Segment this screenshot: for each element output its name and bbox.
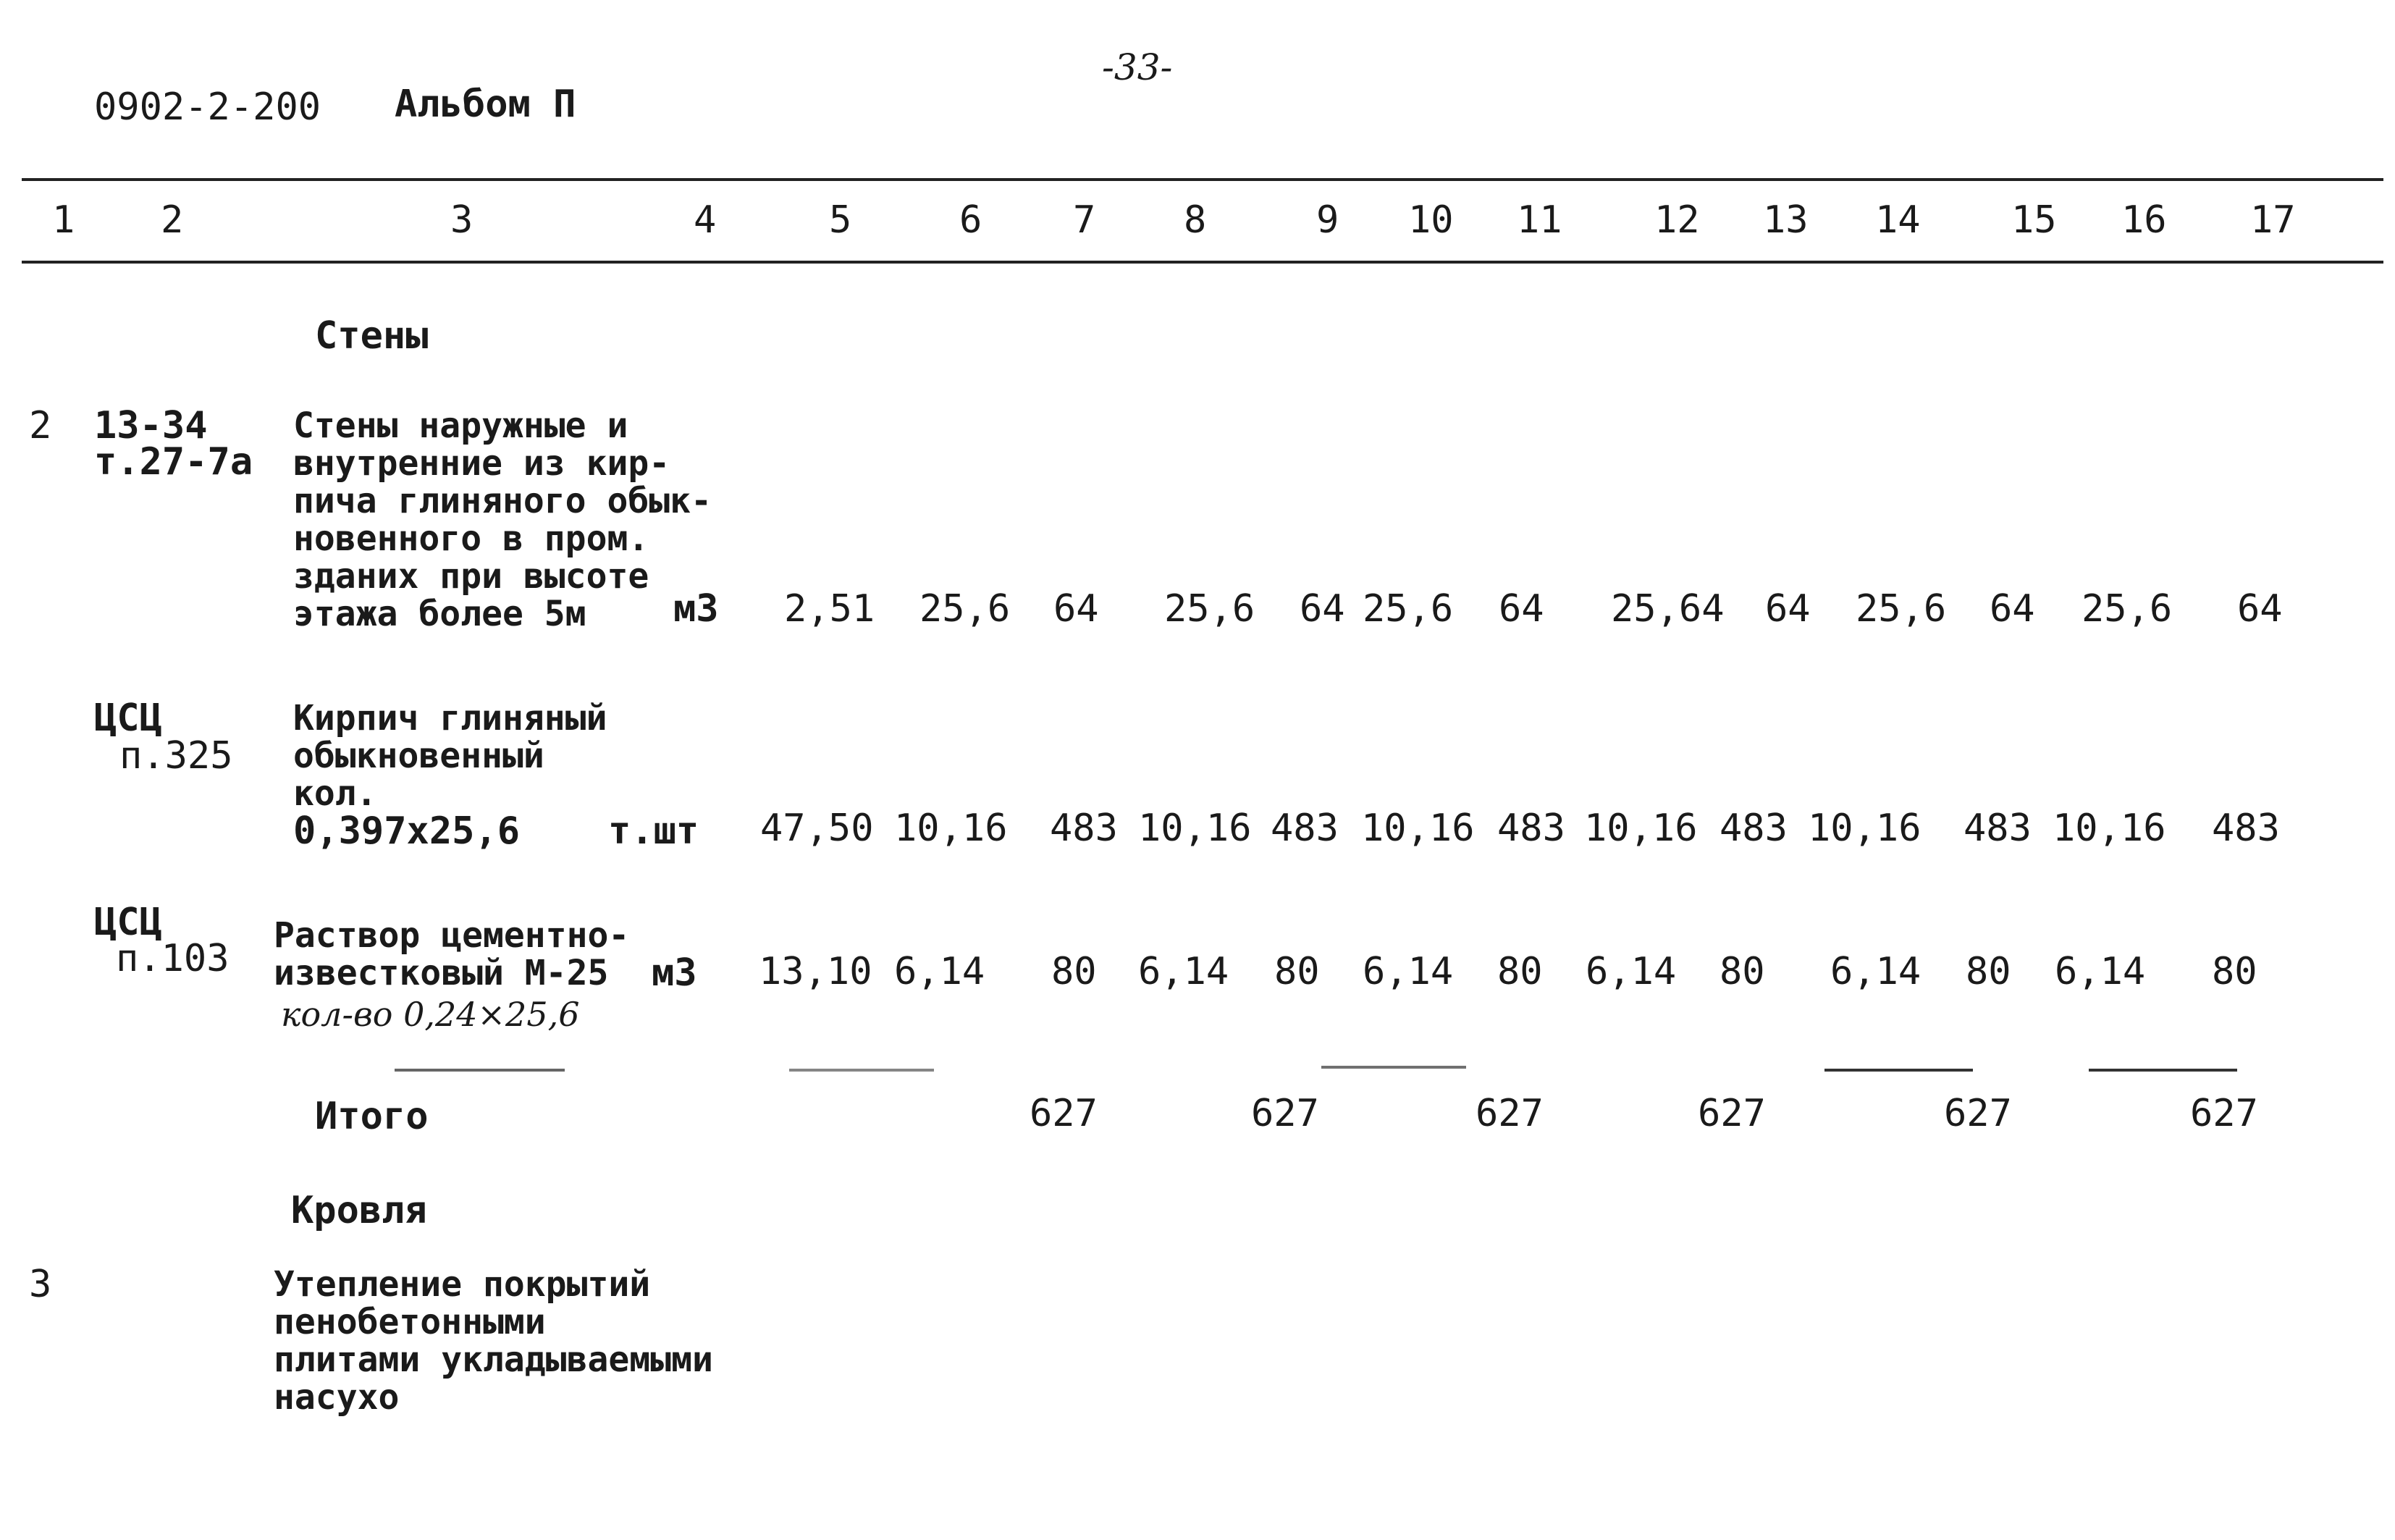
row-unit: м3 — [652, 951, 697, 995]
row-value: 6,14 — [1586, 950, 1677, 993]
row-code: ЦСЦ — [94, 697, 162, 740]
subtotal-rule — [1824, 1069, 1973, 1072]
row-value: 10,16 — [894, 807, 1008, 850]
row-value: 64 — [1990, 587, 2035, 631]
row-description: Стены наружные и внутренние из кир- пича глиняного обык- новенного в пром. зданиx при высоте этажа более 5м — [293, 405, 712, 634]
row-value: 483 — [1271, 807, 1339, 850]
subtotal-rule — [2089, 1069, 2237, 1072]
total-value: 627 — [1251, 1092, 1319, 1135]
header-bottom-rule — [22, 261, 2383, 264]
row-value: 80 — [1274, 950, 1320, 993]
row-code: ЦСЦ — [94, 901, 162, 944]
row-description: Раствор цементно- известковый М-25 — [274, 915, 630, 993]
subtotal-rule — [1321, 1066, 1466, 1069]
row-value: 483 — [1720, 807, 1788, 850]
row-formula: 0,397x25,6 — [293, 809, 521, 853]
row-value: 483 — [1050, 807, 1118, 850]
row-description: Кирпич глиняный обыкновенный кол. — [293, 698, 607, 814]
column-number: 9 — [1316, 198, 1339, 242]
header-top-rule — [22, 178, 2383, 181]
section-title-walls: Стены — [315, 314, 429, 358]
row-value: 6,14 — [1830, 950, 1922, 993]
document-code: 0902-2-200 — [94, 85, 321, 129]
row-unit: т.шт — [608, 809, 699, 853]
row-value: 483 — [1497, 807, 1565, 850]
row-description: Утепление покрытий пенобетонными плитами укладываемыми насухо — [274, 1264, 713, 1418]
row-value: 80 — [1051, 950, 1097, 993]
row-value: 64 — [1765, 587, 1811, 631]
row-value: 25,6 — [919, 587, 1011, 631]
row-value: 483 — [1963, 807, 2032, 850]
row-value: 25,64 — [1611, 587, 1725, 631]
row-code-table: т.27-7а — [94, 440, 253, 484]
row-value: 80 — [2212, 950, 2257, 993]
row-value: 25,6 — [1856, 587, 1947, 631]
column-number: 13 — [1763, 198, 1809, 242]
column-number: 15 — [2011, 198, 2057, 242]
row-value: 80 — [1966, 950, 2011, 993]
row-value: 483 — [2212, 807, 2280, 850]
subtotal-rule — [789, 1069, 934, 1072]
column-number: 8 — [1184, 198, 1207, 242]
total-value: 627 — [2190, 1092, 2258, 1135]
row-unit: м3 — [673, 587, 719, 631]
column-number: 11 — [1517, 198, 1562, 242]
column-number: 10 — [1408, 198, 1454, 242]
row-value: 10,16 — [1584, 807, 1698, 850]
column-number: 12 — [1654, 198, 1700, 242]
row-value: 64 — [2237, 587, 2283, 631]
row-code: 13-34 — [94, 404, 208, 447]
album-label: Альбом П — [395, 83, 576, 126]
total-value: 627 — [1476, 1092, 1544, 1135]
total-value: 627 — [1944, 1092, 2012, 1135]
row-value: 25,6 — [1164, 587, 1255, 631]
row-number: 3 — [29, 1263, 52, 1306]
row-value: 64 — [1499, 587, 1544, 631]
total-value: 627 — [1698, 1092, 1766, 1135]
column-number: 17 — [2250, 198, 2296, 242]
row-value: 6,14 — [894, 950, 985, 993]
row-code-item: п.325 — [119, 734, 233, 778]
row-value: 10,16 — [2053, 807, 2166, 850]
row-number: 2 — [29, 404, 52, 447]
column-number: 14 — [1875, 198, 1921, 242]
row-code-item: п.103 — [116, 937, 230, 980]
row-value: 64 — [1053, 587, 1099, 631]
page-number: -33- — [1102, 46, 1173, 88]
row-value: 10,16 — [1361, 807, 1475, 850]
total-value: 627 — [1030, 1092, 1098, 1135]
column-number: 4 — [694, 198, 717, 242]
row-value: 80 — [1720, 950, 1765, 993]
row-value: 6,14 — [1363, 950, 1454, 993]
row-value: 6,14 — [1138, 950, 1229, 993]
column-number: 1 — [52, 198, 75, 242]
row-value: 25,6 — [1363, 587, 1454, 631]
row-value: 47,50 — [760, 807, 874, 850]
subtotal-rule — [395, 1069, 565, 1072]
handwritten-note: кол-во 0,24×25,6 — [281, 995, 580, 1034]
column-number: 7 — [1073, 198, 1096, 242]
row-value: 80 — [1497, 950, 1543, 993]
row-value: 25,6 — [2082, 587, 2173, 631]
column-number: 2 — [161, 198, 184, 242]
row-value: 2,51 — [784, 587, 875, 631]
row-value: 13,10 — [759, 950, 872, 993]
row-value: 10,16 — [1808, 807, 1922, 850]
column-number: 16 — [2121, 198, 2167, 242]
row-value: 6,14 — [2055, 950, 2146, 993]
section-title-roof: Кровля — [291, 1189, 427, 1232]
column-number: 5 — [829, 198, 852, 242]
row-value: 64 — [1300, 587, 1345, 631]
column-number: 6 — [959, 198, 982, 242]
row-value: 10,16 — [1138, 807, 1252, 850]
column-number: 3 — [450, 198, 473, 242]
total-label: Итого — [315, 1095, 429, 1138]
